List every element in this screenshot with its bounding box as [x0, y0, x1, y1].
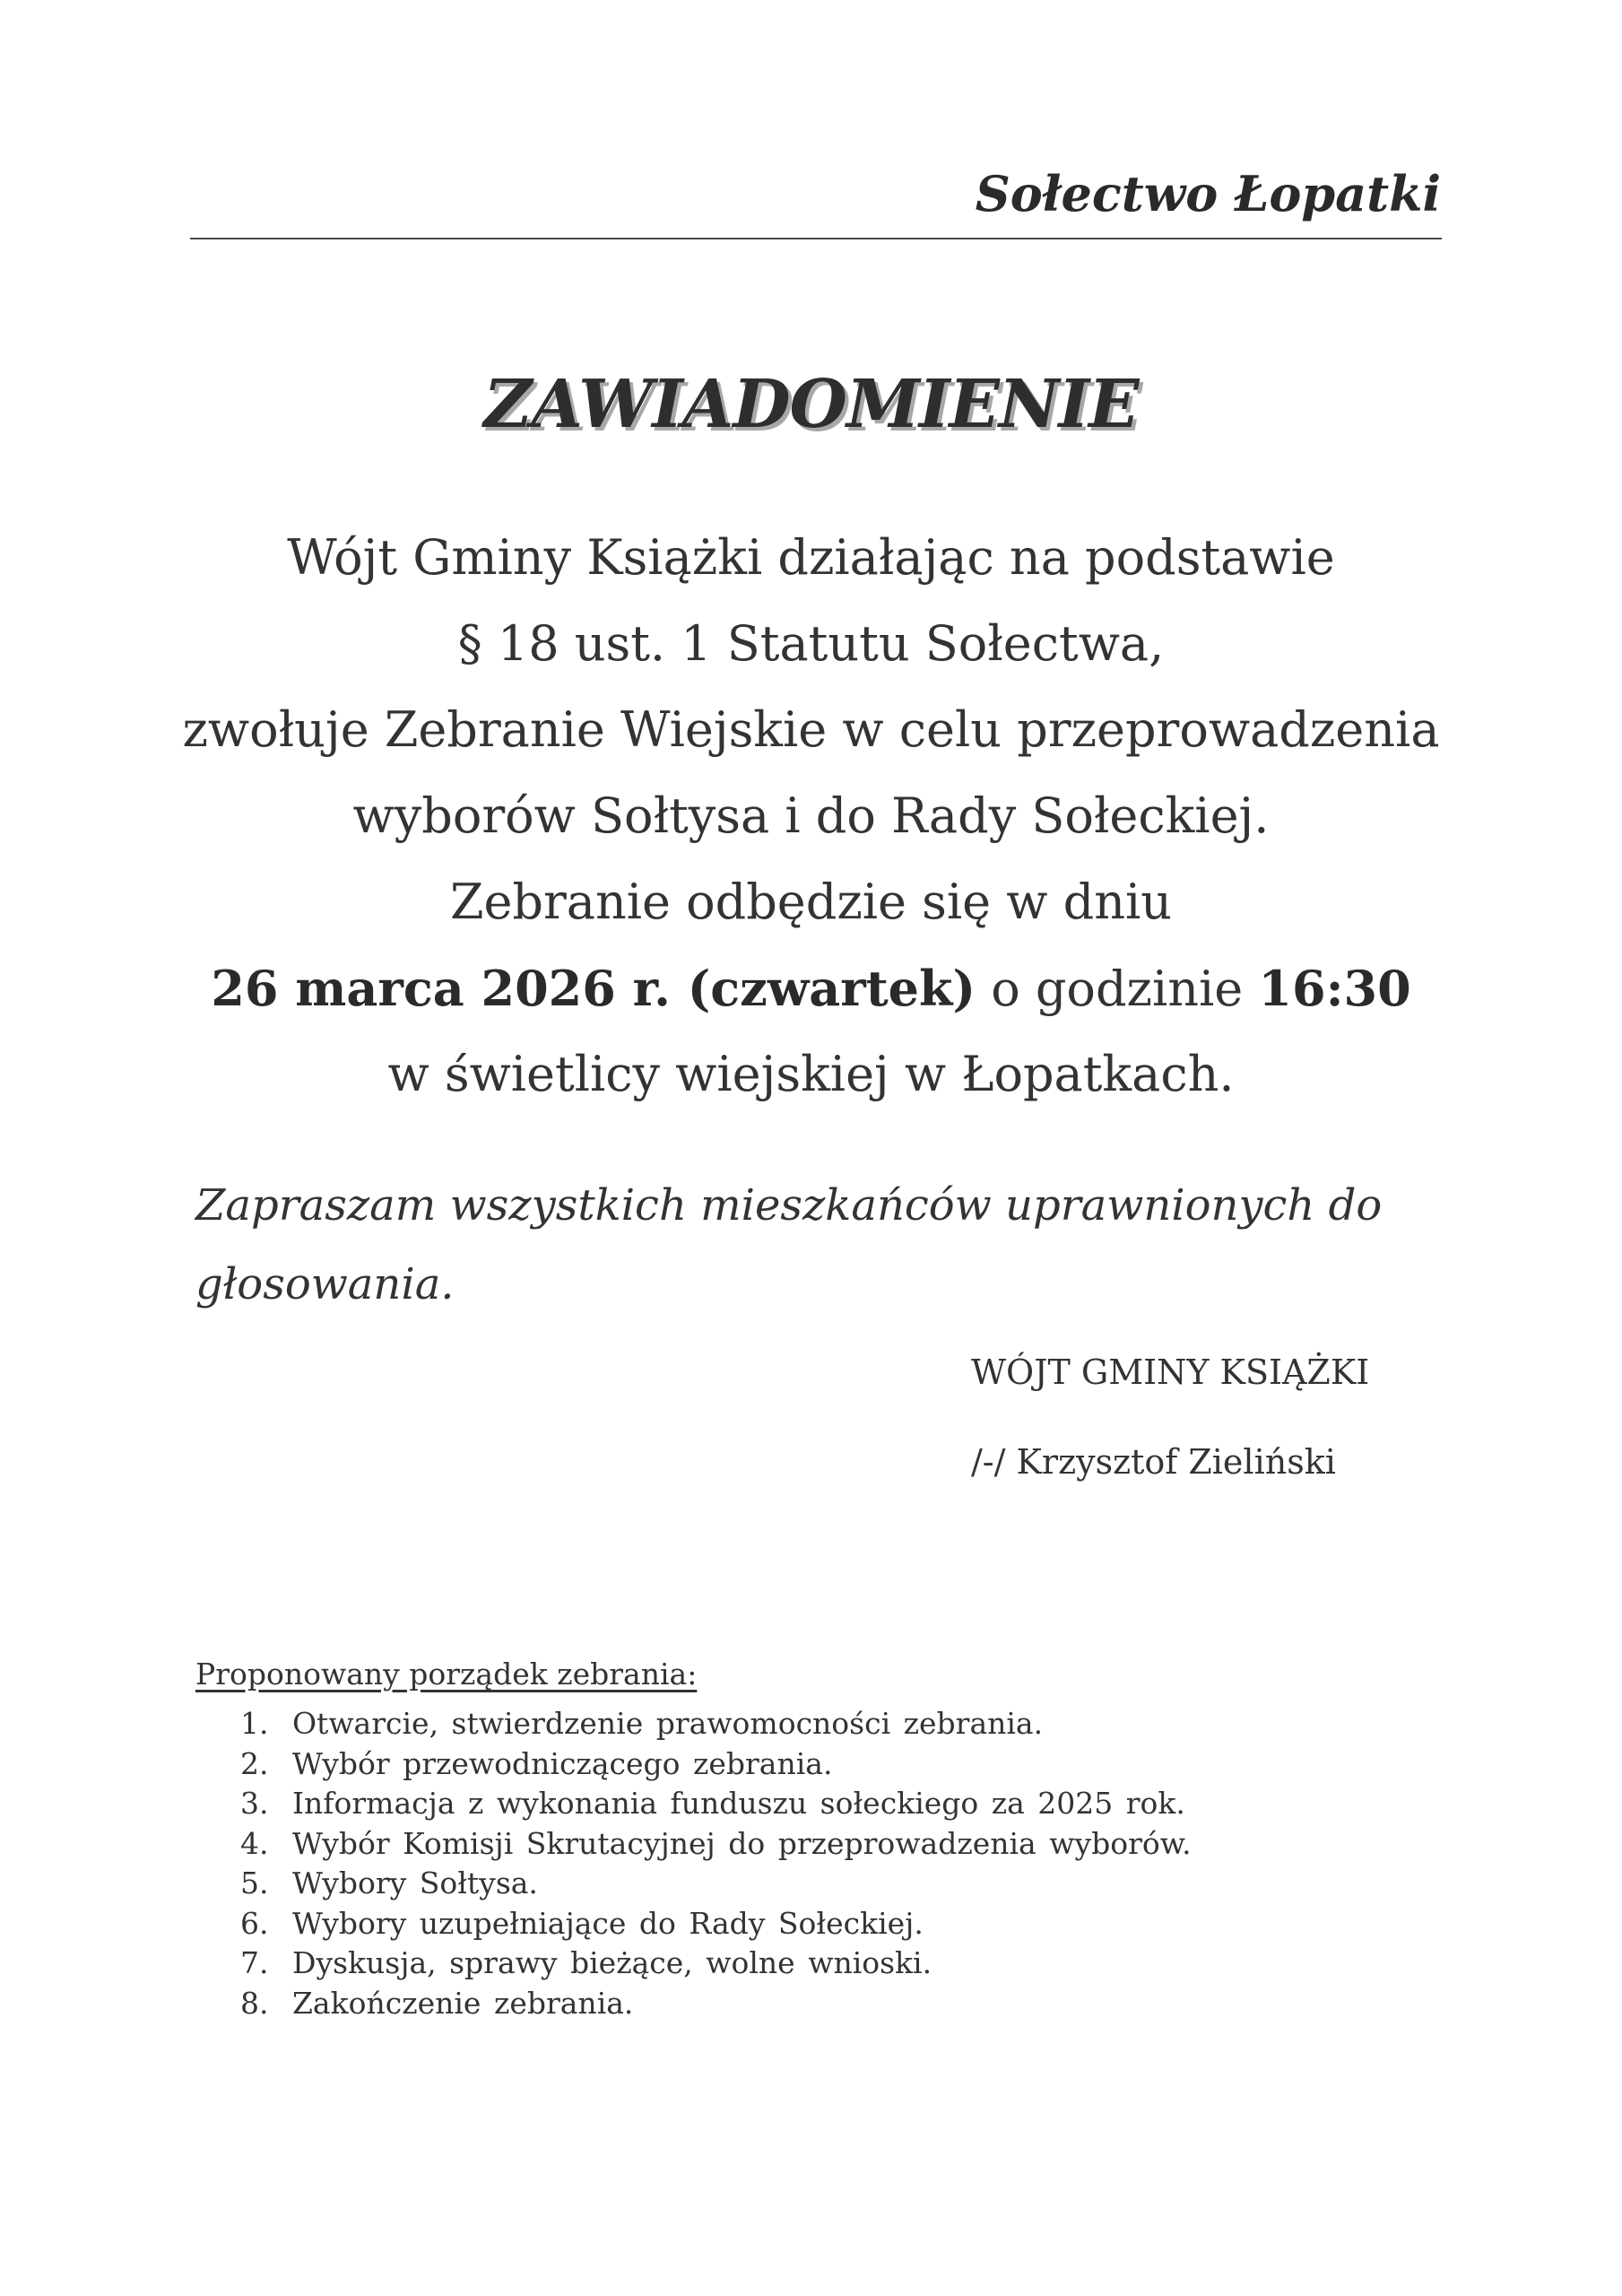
- meeting-time: 16:30: [1258, 960, 1411, 1017]
- agenda-heading: Proponowany porządek zebrania:: [195, 1657, 698, 1692]
- agenda-item: [240, 1864, 1192, 1904]
- agenda-item-text: Informacja z wykonania funduszu sołeckiego za 2025 rok.: [292, 1786, 1185, 1821]
- body-line-5: Zebranie odbędzie się w dniu: [449, 874, 1173, 930]
- body-line-1: Wójt Gminy Książki działając na podstawie: [287, 529, 1335, 586]
- meeting-place-line: w świetlicy wiejskiej w Łopatkach.: [387, 1046, 1235, 1102]
- body-line-3: zwołuje Zebranie Wiejskie w celu przeprowadzenia: [182, 701, 1440, 758]
- body-line-4: wyborów Sołtysa i do Rady Sołeckiej.: [352, 787, 1270, 844]
- meeting-date: 26 marca 2026 r. (czwartek): [211, 960, 976, 1017]
- agenda-item-number: 5.: [240, 1866, 269, 1900]
- agenda-item-number: 2.: [240, 1745, 269, 1781]
- agenda-item: [240, 1744, 1192, 1785]
- agenda-list: [240, 1704, 1192, 2023]
- agenda-item: [240, 1824, 1192, 1865]
- village-name-header: Sołectwo Łopatki: [975, 165, 1441, 222]
- invitation-line-2: głosowania.: [195, 1259, 455, 1309]
- agenda-item: [240, 1704, 1192, 1744]
- signature-role: WÓJT GMINY KSIĄŻKI: [971, 1352, 1370, 1392]
- agenda-item-text: Dyskusja, sprawy bieżące, wolne wnioski.: [292, 1945, 932, 1980]
- agenda-item: [240, 1784, 1192, 1824]
- agenda-item-text: Otwarcie, stwierdzenie prawomocności zebrania.: [292, 1706, 1044, 1741]
- agenda-item-number: 3.: [240, 1786, 269, 1821]
- agenda-item-text: Wybory uzupełniające do Rady Sołeckiej.: [292, 1905, 924, 1941]
- document-title: ZAWIADOMIENIE: [483, 366, 1139, 443]
- agenda-item-text: Wybór przewodniczącego zebrania.: [292, 1745, 833, 1781]
- meeting-date-time-line: [0, 960, 1622, 1017]
- agenda-item-number: 8.: [240, 1985, 269, 2021]
- header-divider: [190, 238, 1442, 239]
- agenda-item: [240, 1984, 1192, 2024]
- agenda-item-text: Wybory Sołtysa.: [292, 1866, 538, 1900]
- agenda-item: [240, 1904, 1192, 1944]
- agenda-item-text: Wybór Komisji Skrutacyjnej do przeprowadzenia wyborów.: [292, 1825, 1192, 1861]
- agenda-item-number: 7.: [240, 1945, 269, 1980]
- signature-name: /-/ Krzysztof Zieliński: [971, 1442, 1336, 1482]
- time-connector: o godzinie: [991, 961, 1244, 1017]
- agenda-item: [240, 1944, 1192, 1984]
- agenda-item-number: 1.: [240, 1706, 269, 1741]
- agenda-item-text: Zakończenie zebrania.: [292, 1985, 634, 2021]
- agenda-item-number: 4.: [240, 1825, 269, 1861]
- invitation-line-1: Zapraszam wszystkich mieszkańców uprawnionych do: [195, 1180, 1383, 1231]
- body-line-2: § 18 ust. 1 Statutu Sołectwa,: [457, 615, 1165, 672]
- agenda-item-number: 6.: [240, 1905, 269, 1941]
